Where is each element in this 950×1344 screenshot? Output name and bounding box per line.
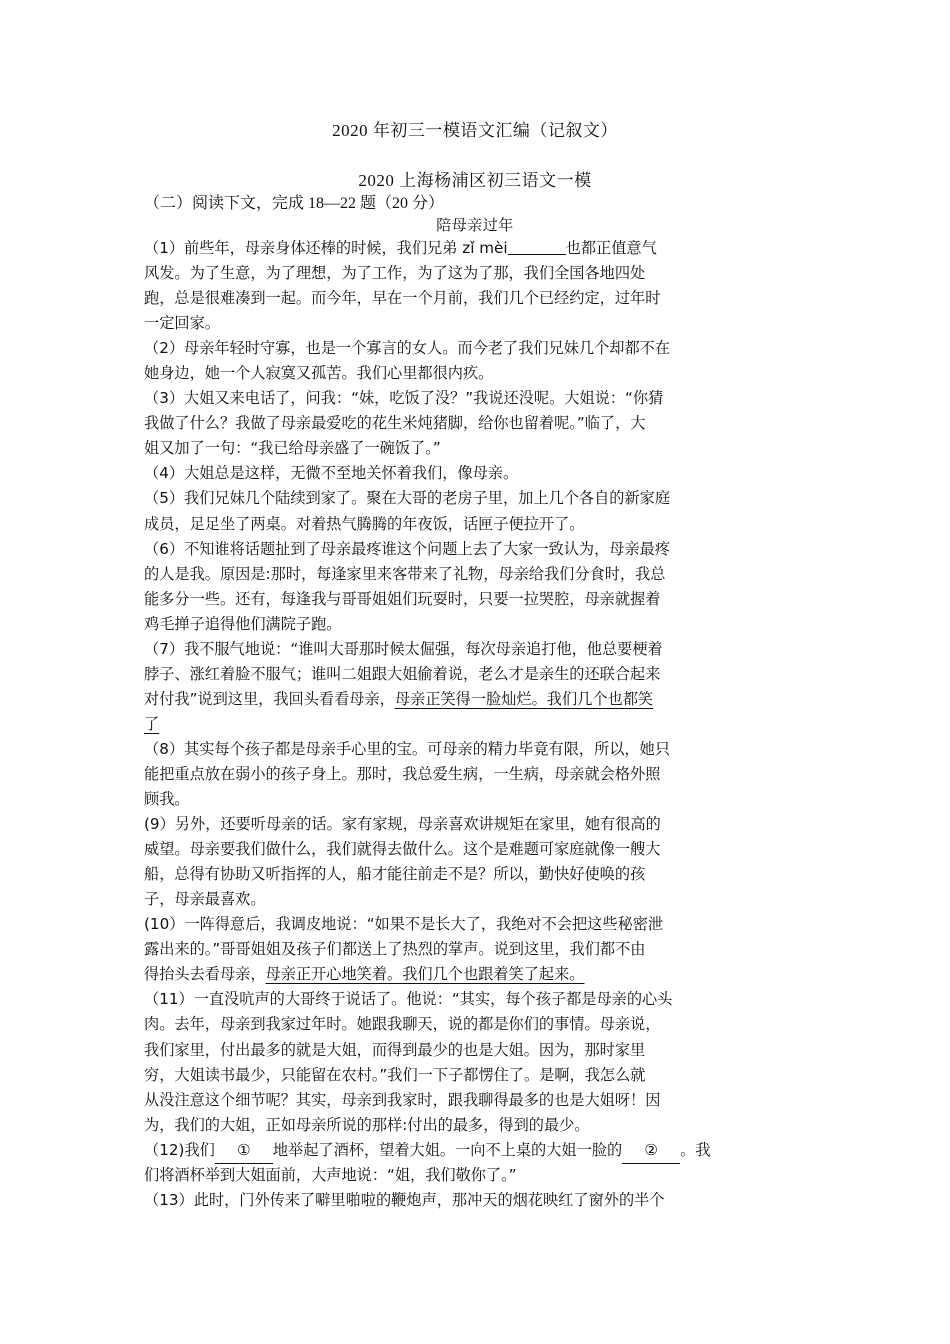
article-line: [144, 837, 808, 862]
line-text: 一定回家。: [144, 314, 220, 333]
line-text: (9）另外，还要听母亲的话。家有家规，母亲喜欢讲规矩在家里，她有很高的: [144, 815, 661, 834]
line-text: （3）大姐又来电话了，问我：“妹，吃饭了没？”我说还没呢。大姐说：“你猜: [144, 389, 664, 408]
line-text: 为，我们的大姐，正如母亲所说的那样:付出的最多，得到的最少。: [144, 1115, 590, 1134]
article-line: [144, 486, 808, 511]
article-line: [144, 1038, 808, 1063]
article-line: [144, 812, 808, 837]
line-text: 子，母亲最喜欢。: [144, 890, 266, 909]
line-text: 我做了什么？我做了母亲最爱吃的花生米炖猪脚，给你也留着呢。”临了，大: [144, 414, 646, 433]
line-text: （6）不知谁将话题扯到了母亲最疼谁这个问题上去了大家一致认为，母亲最疼: [144, 539, 671, 558]
line-text: （4）大姐总是这样，无微不至地关怀着我们，像母亲。: [144, 464, 519, 483]
line-text: 。我: [680, 1140, 711, 1159]
article-title: 陪母亲过年: [436, 216, 514, 234]
line-text: （12)我们: [144, 1140, 215, 1159]
line-text: 姐又加了一句：“我已给母亲盛了一碗饭了。”: [144, 439, 441, 458]
underlined-sentence: 母亲正开心地笑着。我们几个也跟着笑了起来。: [265, 965, 585, 984]
article-line: [144, 662, 808, 687]
line-text: 能多分一些。还有，每逢我与哥哥姐姐们玩耍时，只要一拉哭腔，母亲就握着: [144, 589, 661, 608]
article-line: [144, 236, 808, 261]
line-text: （11）一直没吭声的大哥终于说话了。他说：“其实，每个孩子都是母亲的心头: [144, 990, 673, 1009]
article-line: [144, 687, 808, 712]
line-text: 我们家里，付出最多的就是大姐，而得到最少的也是大姐。因为，那时家里: [144, 1040, 646, 1059]
line-text: （13）此时，门外传来了噼里啪啦的鞭炮声，那冲天的烟花映红了窗外的半个: [144, 1190, 665, 1209]
line-text: 脖子、涨红着脸不服气；谁叫二姐跟大姐偷着说，老么才是亲生的还联合起来: [144, 664, 661, 683]
article-line: [144, 912, 808, 937]
article-line: [144, 286, 808, 311]
article-line: [144, 361, 808, 386]
article-line: [144, 1188, 808, 1213]
answer-blank-2: ②: [622, 1138, 680, 1164]
article-line: [144, 887, 808, 912]
article-line: [144, 1163, 808, 1188]
article-line: [144, 1063, 808, 1088]
line-text: 顾我。: [144, 790, 190, 809]
line-text: 威望。母亲要我们做什么，我们就得去做什么。这个是难题可家庭就像一艘大: [144, 840, 661, 859]
article-line: [144, 1012, 808, 1037]
article-line: [144, 512, 808, 537]
article-line: [144, 461, 808, 486]
line-text: (10）一阵得意后，我调皮地说：“如果不是长大了，我绝对不会把这些秘密泄: [144, 915, 664, 934]
underlined-sentence: 了: [144, 714, 160, 733]
line-text: 从没注意这个细节呢？其实，母亲到我家时，跟我聊得最多的也是大姐呀！因: [144, 1090, 661, 1109]
article-line: [144, 612, 808, 637]
article-line: [144, 261, 808, 286]
article-line: [144, 737, 808, 762]
question-instruction: （二）阅读下文，完成 18—22 题（20 分）: [144, 195, 445, 212]
line-text: 得抬头去看母亲，: [144, 965, 266, 984]
line-text: （2）母亲年轻时守寡，也是一个寡言的女人。而今老了我们兄妹几个却都不在: [144, 339, 671, 358]
line-text: 地举起了酒杯，望着大姐。一向不上桌的大姐一脸的: [272, 1140, 623, 1159]
article-line: [144, 1113, 808, 1138]
line-text: 肉。去年，母亲到我家过年时。她跟我聊天，说的都是你们的事情。母亲说，: [144, 1015, 661, 1034]
article-line: [144, 1138, 808, 1163]
line-text: 她身边，她一个人寂寞又孤苦。我们心里都很内疚。: [144, 364, 494, 383]
line-text: （5）我们兄妹几个陆续到家了。聚在大哥的老房子里，加上几个各自的新家庭: [144, 489, 671, 508]
article-line: [144, 386, 808, 411]
line-text: 的人是我。原因是:那时，每逢家里来客带来了礼物，母亲给我们分食时，我总: [144, 564, 666, 583]
line-text: 穷，大姐读书最少，只能留在农村。”我们一下子都愣住了。是啊，我怎么就: [144, 1065, 646, 1084]
article-line: [144, 762, 808, 787]
line-text: 们将酒杯举到大姐面前，大声地说：“姐，我们敬你了。”: [144, 1165, 517, 1184]
article-line: [144, 537, 808, 562]
article-body: [144, 236, 808, 1213]
line-text: （8）其实每个孩子都是母亲手心里的宝。可母亲的精力毕竟有限，所以，她只: [144, 739, 671, 758]
article-line: [144, 712, 808, 737]
line-text: 鸡毛掸子追得他们满院子跑。: [144, 614, 342, 633]
underlined-sentence: 母亲正笑得一脸灿烂。我们几个也都笑: [394, 689, 654, 708]
article-line: [144, 587, 808, 612]
article-line: [144, 987, 808, 1012]
line-text: 风发。为了生意，为了理想，为了工作，为了这为了那，我们全国各地四处: [144, 264, 646, 283]
line-text: （7）我不服气地说：“谁叫大哥那时候太倔强，每次母亲追打他，他总要梗着: [144, 639, 663, 658]
document-title: 2020 年初三一模语文汇编（记叙文）: [332, 121, 618, 140]
section-title: 2020 上海杨浦区初三语文一模: [358, 171, 592, 190]
article-line: [144, 937, 808, 962]
line-text: 成员，足足坐了两桌。对着热气腾腾的年夜饭，话匣子便拉开了。: [144, 514, 585, 533]
line-text: 露出来的。”哥哥姐姐及孩子们都送上了热烈的掌声。说到这里，我们都不由: [144, 940, 646, 959]
article-line: [144, 1088, 808, 1113]
article-line: [144, 311, 808, 336]
line-text: 对付我”说到这里，我回头看看母亲，: [144, 689, 395, 708]
article-line: [144, 336, 808, 361]
line-text: 船，总得有协助又听指挥的人，船才能往前走不是？所以，勤快好使唤的孩: [144, 865, 646, 884]
pinyin-blank: [508, 238, 566, 255]
article-line: [144, 862, 808, 887]
article-line: [144, 411, 808, 436]
article-line: [144, 962, 808, 987]
line-text: （1）前些年，母亲身体还棒的时候，我们兄弟 zǐ mèi: [144, 239, 508, 257]
line-text: 能把重点放在弱小的孩子身上。那时，我总爱生病，一生病，母亲就会格外照: [144, 764, 661, 783]
article-line: [144, 436, 808, 461]
article-line: [144, 562, 808, 587]
article-line: [144, 637, 808, 662]
line-text: 跑，总是很难凑到一起。而今年，早在一个月前，我们几个已经约定，过年时: [144, 289, 661, 308]
article-line: [144, 787, 808, 812]
answer-blank-1: ①: [215, 1138, 273, 1164]
line-text: 也都正值意气: [565, 239, 657, 257]
